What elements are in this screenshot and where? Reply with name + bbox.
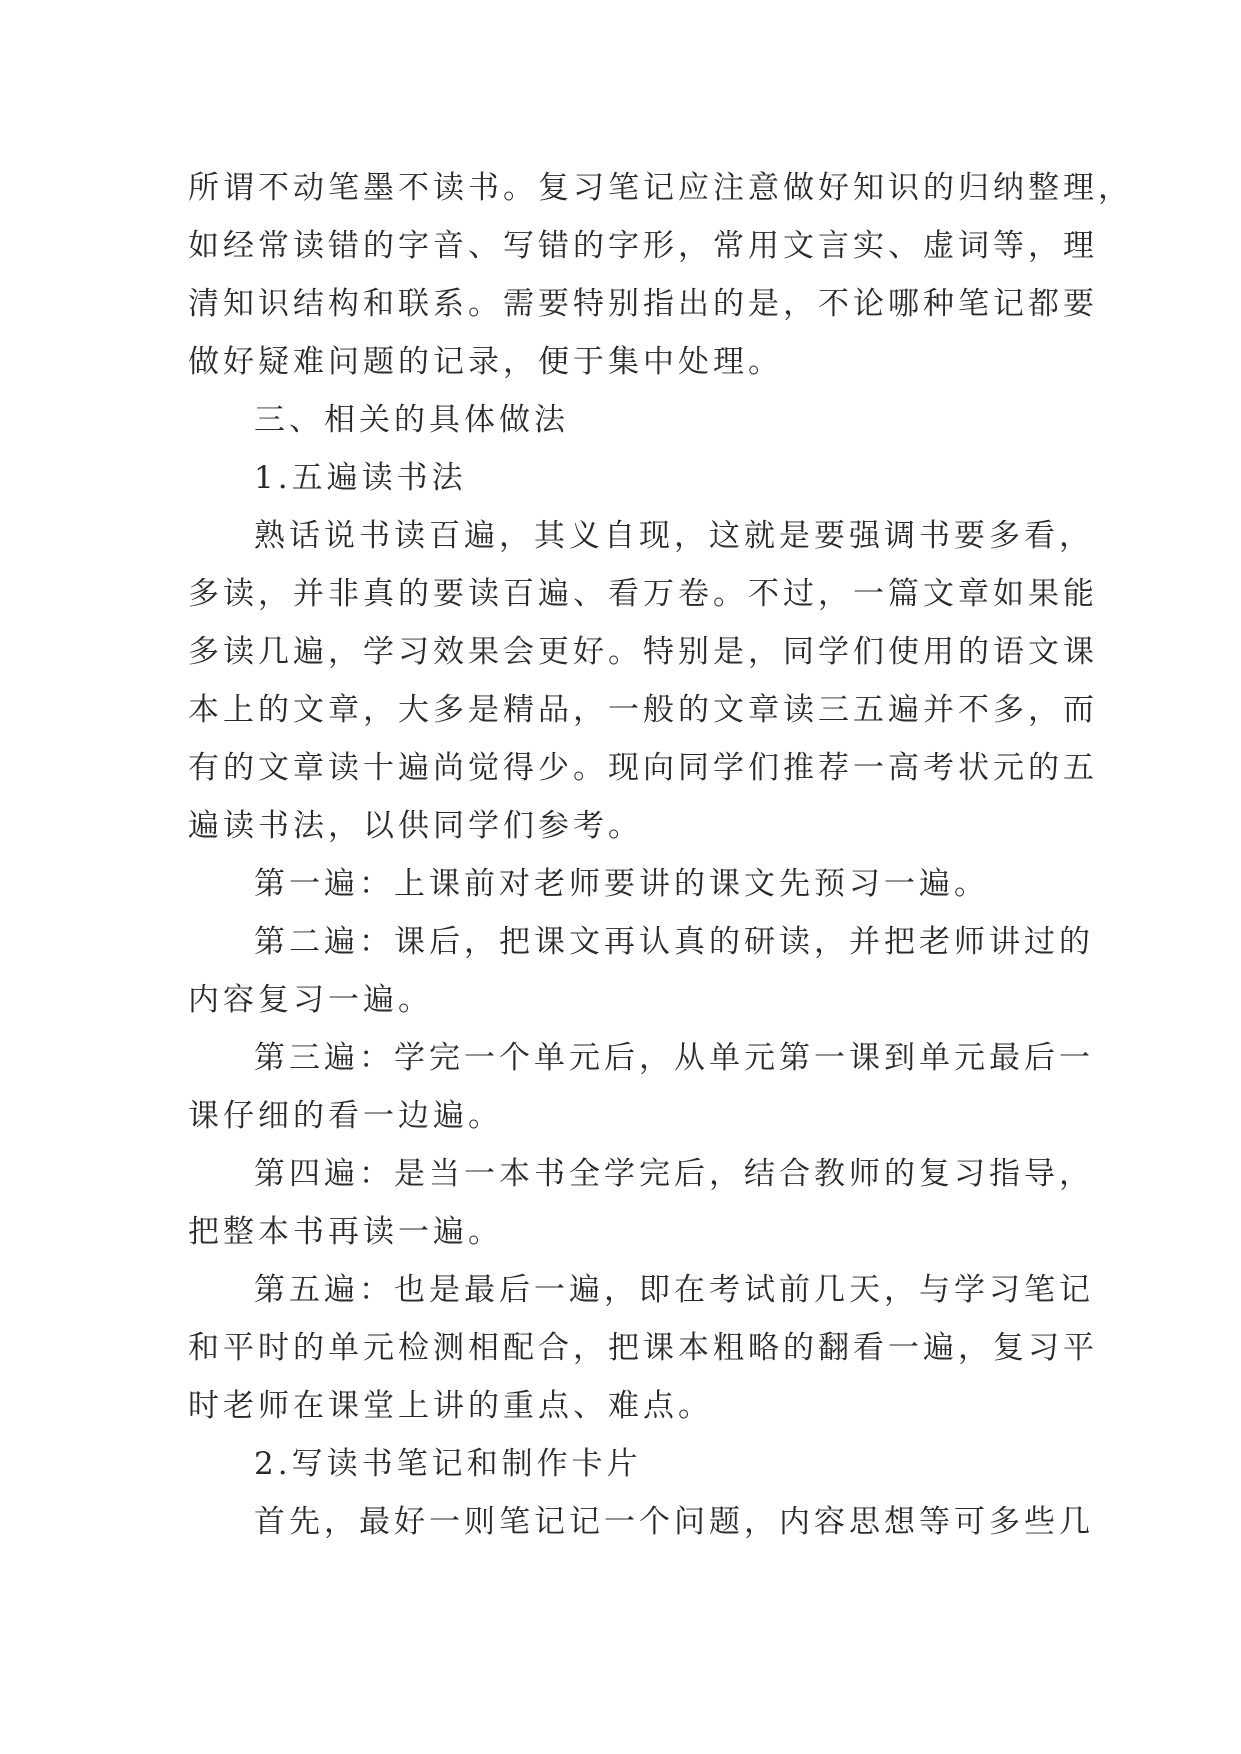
paragraph-line: 第二遍：课后，把课文再认真的研读，并把老师讲过的 bbox=[254, 924, 1094, 960]
paragraph-line: 第五遍：也是最后一遍，即在考试前几天，与学习笔记 bbox=[254, 1272, 1094, 1308]
paragraph-line: 清知识结构和联系。需要特别指出的是，不论哪种笔记都要 bbox=[188, 286, 1098, 322]
paragraph-line: 第四遍：是当一本书全学完后，结合教师的复习指导， bbox=[254, 1156, 1094, 1192]
paragraph-line: 内容复习一遍。 bbox=[188, 982, 433, 1018]
paragraph-line: 有的文章读十遍尚觉得少。现向同学们推荐一高考状元的五 bbox=[188, 750, 1098, 786]
paragraph-line: 时老师在课堂上讲的重点、难点。 bbox=[188, 1388, 713, 1424]
paragraph-line: 第一遍：上课前对老师要讲的课文先预习一遍。 bbox=[254, 866, 989, 902]
paragraph-line: 遍读书法，以供同学们参考。 bbox=[188, 808, 643, 844]
paragraph-line: 课仔细的看一边遍。 bbox=[188, 1098, 503, 1134]
paragraph-line: 如经常读错的字音、写错的字形，常用文言实、虚词等，理 bbox=[188, 228, 1098, 264]
paragraph-line: 所谓不动笔墨不读书。复习笔记应注意做好知识的归纳整理， bbox=[188, 170, 1133, 206]
paragraph-line: 第三遍：学完一个单元后，从单元第一课到单元最后一 bbox=[254, 1040, 1094, 1076]
paragraph-line: 做好疑难问题的记录，便于集中处理。 bbox=[188, 344, 783, 380]
paragraph-line: 本上的文章，大多是精品，一般的文章读三五遍并不多，而 bbox=[188, 692, 1098, 728]
paragraph-line: 首先，最好一则笔记记一个问题，内容思想等可多些几 bbox=[254, 1504, 1094, 1540]
paragraph-line: 多读几遍，学习效果会更好。特别是，同学们使用的语文课 bbox=[188, 634, 1098, 670]
paragraph-line: 和平时的单元检测相配合，把课本粗略的翻看一遍，复习平 bbox=[188, 1330, 1098, 1366]
paragraph-line: 熟话说书读百遍，其义自现，这就是要强调书要多看， bbox=[254, 518, 1094, 554]
subsection-heading: 1.五遍读书法 bbox=[254, 460, 467, 496]
section-heading: 三、相关的具体做法 bbox=[254, 402, 569, 438]
document-body bbox=[188, 159, 1133, 1551]
subsection-heading: 2.写读书笔记和制作卡片 bbox=[254, 1446, 642, 1482]
paragraph-line: 多读，并非真的要读百遍、看万卷。不过，一篇文章如果能 bbox=[188, 576, 1098, 612]
paragraph-line: 把整本书再读一遍。 bbox=[188, 1214, 503, 1250]
